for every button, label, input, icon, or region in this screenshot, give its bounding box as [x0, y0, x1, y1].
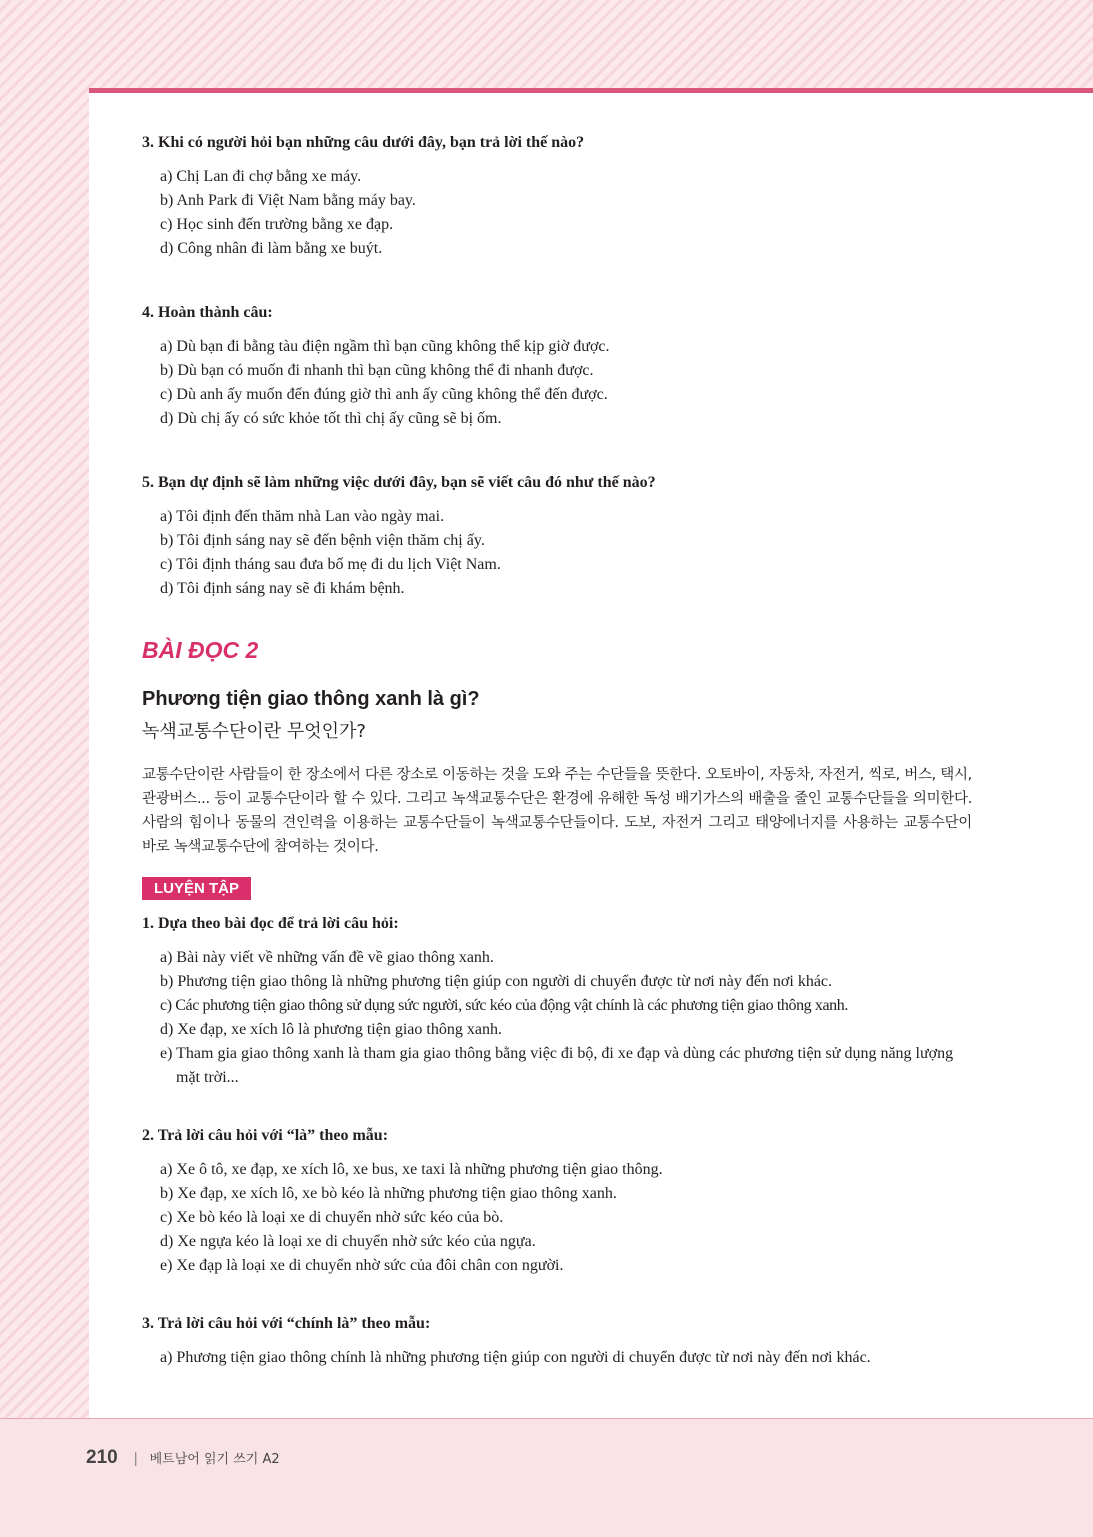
list-item: d) Xe đạp, xe xích lô là phương tiện giao thông xanh.: [160, 1021, 502, 1038]
list-item: c) Các phương tiện giao thông sử dụng sức người, sức kéo của động vật chính là các phương tiện giao thông xanh.: [160, 997, 848, 1014]
practice-badge: LUYỆN TẬP: [142, 877, 251, 900]
list-item: b) Tôi định sáng nay sẽ đến bệnh viện thăm chị ấy.: [160, 532, 485, 549]
question-3-block: [142, 133, 972, 261]
question-4-block: [142, 303, 972, 431]
answer-list: [142, 1346, 900, 1370]
page: [89, 88, 1093, 1418]
list-item: d) Tôi định sáng nay sẽ đi khám bệnh.: [160, 580, 405, 597]
page-footer: [86, 1447, 280, 1469]
question-title: 3. Khi có người hỏi bạn những câu dưới đây, bạn trả lời thế nào?: [142, 134, 585, 151]
reading-subtitle: 녹색교통수단이란 무엇인가?: [142, 721, 366, 742]
list-item: c) Dù anh ấy muốn đến đúng giờ thì anh ấy cũng không thể đến được.: [160, 386, 608, 403]
list-item: b) Xe đạp, xe xích lô, xe bò kéo là những phương tiện giao thông xanh.: [160, 1185, 617, 1202]
practice-question-1-block: [142, 914, 972, 1090]
list-item: c) Xe bò kéo là loại xe di chuyển nhờ sức kéo của bò.: [160, 1209, 504, 1226]
question-title: 5. Bạn dự định sẽ làm những việc dưới đây, bạn sẽ viết câu đó như thế nào?: [142, 474, 656, 491]
list-item: c) Tôi định tháng sau đưa bố mẹ đi du lịch Việt Nam.: [160, 556, 501, 573]
reading-body: 교통수단이란 사람들이 한 장소에서 다른 장소로 이동하는 것을 도와 주는 수단들을 뜻한다. 오토바이, 자동차, 자전거, 씩로, 버스, 택시, 관광버스... 등이 교통수단이라 할 수 있다. 그리고 녹색교통수단은 환경에 유해한 독성 배기가스의 배출을 줄인 교통수단들을 의미한다. 사람의 힘이나 동물의 견인력을 이용하는 교통수단들이 녹색교통수단들이다. 도보, 자전거 그리고 태양에너지를 사용하는 교통수단이 바로 녹색교통수단에 참여하는 것이다.: [142, 767, 972, 855]
question-title: 4. Hoàn thành câu:: [142, 304, 273, 321]
list-item: c) Học sinh đến trường bằng xe đạp.: [160, 216, 394, 233]
list-item: b) Anh Park đi Việt Nam bằng máy bay.: [160, 192, 416, 209]
book-title: 베트남어 읽기 쓰기 A2: [149, 1452, 280, 1467]
list-item: d) Công nhân đi làm bằng xe buýt.: [160, 240, 383, 257]
list-item: b) Dù bạn có muốn đi nhanh thì bạn cũng không thể đi nhanh được.: [160, 362, 594, 379]
page-number: 210: [86, 1447, 118, 1468]
answer-list: [142, 946, 972, 1090]
list-item: d) Dù chị ấy có sức khỏe tốt thì chị ấy cũng sẽ bị ốm.: [160, 410, 502, 427]
question-5-block: [142, 473, 972, 601]
list-item: a) Phương tiện giao thông chính là những phương tiện giúp con người di chuyển được từ nơi này đến nơi khác.: [160, 1349, 871, 1366]
list-item: a) Bài này viết về những vấn đề về giao thông xanh.: [160, 949, 494, 966]
footer-band: [0, 1418, 1093, 1537]
reading-title: Phương tiện giao thông xanh là gì?: [142, 688, 480, 710]
list-item: a) Chị Lan đi chợ bằng xe máy.: [160, 168, 362, 185]
question-title: 1. Dựa theo bài đọc để trả lời câu hỏi:: [142, 915, 399, 932]
list-item: a) Xe ô tô, xe đạp, xe xích lô, xe bus, xe taxi là những phương tiện giao thông.: [160, 1161, 663, 1178]
list-item: e) Tham gia giao thông xanh là tham gia giao thông bằng việc đi bộ, đi xe đạp và dùng các phương tiện sử dụng năng lượng mặt trời...: [160, 1045, 954, 1086]
question-title: 3. Trả lời câu hỏi với “chính là” theo mẫu:: [142, 1315, 431, 1332]
practice-question-2-block: [142, 1126, 972, 1278]
page-content: [142, 133, 972, 1370]
answer-list: [142, 1158, 972, 1278]
list-item: e) Xe đạp là loại xe di chuyển nhờ sức của đôi chân con người.: [160, 1257, 564, 1274]
list-item: a) Tôi định đến thăm nhà Lan vào ngày mai.: [160, 508, 445, 525]
answer-list: [142, 165, 972, 261]
list-item: a) Dù bạn đi bằng tàu điện ngầm thì bạn cũng không thể kịp giờ được.: [160, 338, 610, 355]
list-item: b) Phương tiện giao thông là những phương tiện giúp con người di chuyển được từ nơi này đến nơi khác.: [160, 973, 833, 990]
answer-list: [142, 505, 972, 601]
footer-separator: |: [133, 1450, 138, 1467]
list-item: d) Xe ngựa kéo là loại xe di chuyển nhờ sức kéo của ngựa.: [160, 1233, 536, 1250]
section-title: BÀI ĐỌC 2: [142, 637, 259, 663]
answer-list: [142, 335, 972, 431]
practice-question-3-block: [142, 1314, 972, 1370]
question-title: 2. Trả lời câu hỏi với “là” theo mẫu:: [142, 1127, 389, 1144]
